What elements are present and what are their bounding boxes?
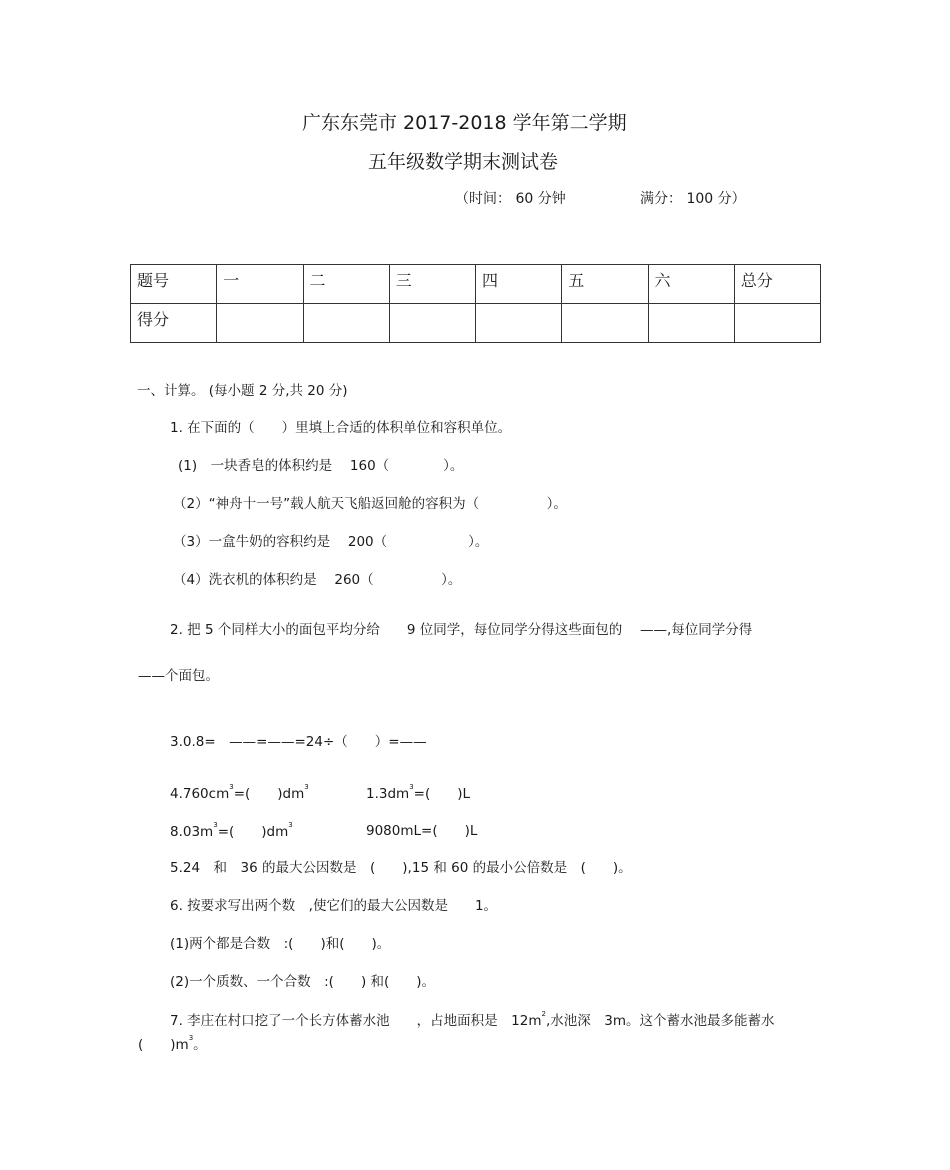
- q4a-rest: =( )dm: [233, 786, 305, 802]
- score-table-cell: 三: [389, 265, 475, 304]
- exponent: 3: [304, 783, 309, 791]
- question-6-stem: 6. 按要求写出两个数 ,使它们的最大公因数是 1。: [170, 898, 498, 914]
- score-table-header-row: [131, 265, 821, 304]
- score-table-cell: 得分: [131, 304, 217, 343]
- question-4-d: 9080mL=( )L: [366, 823, 478, 839]
- score-input-cell[interactable]: [648, 304, 734, 343]
- question-1-item: (1) 一块香皂的体积约是 160（ ）。: [178, 458, 464, 474]
- exam-score: 满分： 100 分）: [640, 191, 746, 207]
- q4a-value: 4.760cm: [170, 786, 230, 802]
- exponent: 3: [288, 821, 293, 829]
- score-input-cell[interactable]: [303, 304, 389, 343]
- q7-text-b: ,水池深 3m。这个蓄水池最多能蓄水: [545, 1013, 775, 1029]
- exponent: 3: [213, 821, 218, 829]
- question-2-line1: 2. 把 5 个同样大小的面包平均分给 9 位同学，每位同学分得这些面包的 ——,每位同学分得: [170, 622, 753, 638]
- score-table-cell: 五: [562, 265, 648, 304]
- question-6-b: (2)一个质数、一个合数 :( ) 和( )。: [170, 974, 436, 990]
- q7-period: 。: [193, 1037, 207, 1053]
- score-table-score-row: [131, 304, 821, 343]
- page-title: 广东东莞市 2017-2018 学年第二学期: [302, 112, 627, 134]
- score-table: [130, 264, 821, 343]
- question-7-line2: [138, 1034, 207, 1053]
- question-5: 5.24 和 36 的最大公因数是 ( ),15 和 60 的最小公倍数是 ( )。: [170, 860, 632, 876]
- page-subtitle: 五年级数学期末测试卷: [368, 151, 559, 173]
- exam-time: （时间： 60 分钟: [455, 191, 566, 207]
- exponent: 3: [188, 1034, 194, 1042]
- score-table-cell: 二: [303, 265, 389, 304]
- exponent: 3: [229, 783, 234, 791]
- question-2-line2: ——个面包。: [138, 668, 219, 684]
- q4b-value: 1.3dm: [366, 786, 410, 802]
- question-4-c: [170, 821, 293, 840]
- score-table-cell: 六: [648, 265, 734, 304]
- score-input-cell[interactable]: [476, 304, 562, 343]
- question-4-b: [366, 783, 471, 802]
- question-3: 3.0.8= ——=——=24÷（ ）=——: [170, 734, 427, 750]
- score-table-cell: 题号: [131, 265, 217, 304]
- score-table-cell: 总分: [734, 265, 820, 304]
- question-6-a: (1)两个都是合数 :( )和( )。: [170, 936, 391, 952]
- question-1-item: （3）一盒牛奶的容积约是 200（ ）。: [173, 534, 489, 550]
- question-4-a: [170, 783, 309, 802]
- score-input-cell[interactable]: [217, 304, 303, 343]
- score-table-cell: 一: [217, 265, 303, 304]
- exponent: 2: [541, 1010, 546, 1018]
- score-input-cell[interactable]: [389, 304, 475, 343]
- question-1-stem: 1. 在下面的（ ）里填上合适的体积单位和容积单位。: [170, 420, 512, 436]
- q4b-rest: =( )L: [413, 786, 471, 802]
- question-1-item: （4）洗衣机的体积约是 260（ ）。: [173, 572, 462, 588]
- q4c-value: 8.03m: [170, 824, 214, 840]
- exponent: 3: [409, 783, 414, 791]
- score-input-cell[interactable]: [562, 304, 648, 343]
- question-1-item: （2）“神舟十一号”载人航天飞船返回舱的容积为（ ）。: [173, 496, 567, 512]
- section-heading: 一、计算。 (每小题 2 分,共 20 分): [137, 383, 348, 399]
- q7-text-a: 7. 李庄在村口挖了一个长方体蓄水池 ，占地面积是 12m: [170, 1013, 542, 1029]
- score-table-cell: 四: [476, 265, 562, 304]
- score-input-cell[interactable]: [734, 304, 820, 343]
- q7-answer-blank: ( )m: [138, 1037, 189, 1053]
- q4c-rest: =( )dm: [217, 824, 289, 840]
- question-7-line1: [170, 1010, 775, 1029]
